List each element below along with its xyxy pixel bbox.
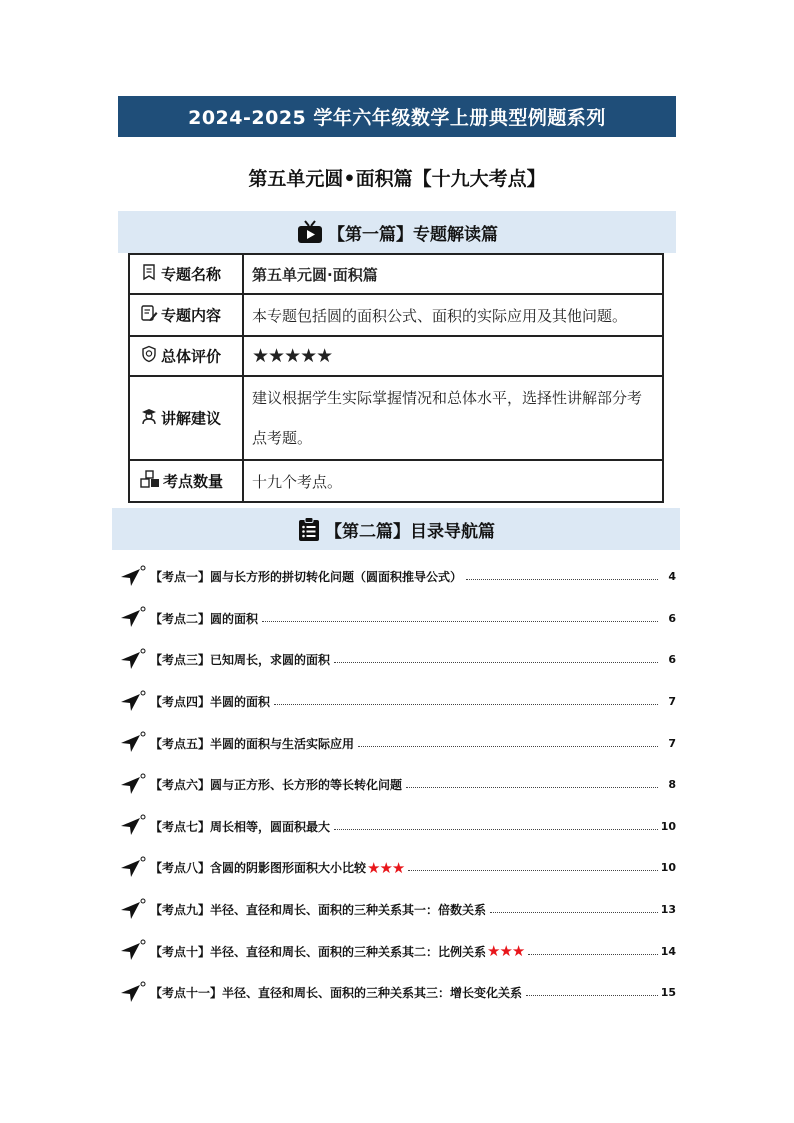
section-header-1: [118, 211, 676, 253]
row-key-label: 总体评价: [161, 347, 222, 366]
table-row: [129, 336, 663, 376]
toc-item[interactable]: [118, 764, 676, 806]
toc-page-number: 10: [660, 861, 676, 875]
navigation-arrow-icon: [118, 565, 146, 589]
toc-page-number: 7: [668, 695, 676, 709]
leader-dots: [408, 870, 658, 871]
section-title: 【第二篇】目录导航篇: [325, 521, 495, 542]
toc-page-number: 6: [668, 611, 676, 625]
toc-page-number: 15: [660, 986, 676, 1000]
section-header-2: [112, 508, 680, 550]
leader-dots: [358, 746, 658, 747]
blocks-icon: [140, 470, 160, 492]
navigation-arrow-icon: [118, 690, 146, 714]
topic-info-table: [128, 253, 664, 503]
toc-page-number: 4: [668, 570, 676, 584]
toc-item-label: 【考点三】已知周长，求圆的面积: [150, 653, 331, 668]
navigation-arrow-icon: [118, 939, 146, 963]
leader-dots: [466, 579, 658, 580]
toc-item-label: 【考点五】半圆的面积与生活实际应用: [150, 736, 355, 751]
navigation-arrow-icon: [118, 773, 146, 797]
leader-dots: [334, 662, 658, 663]
leader-dots: [262, 621, 658, 622]
rating-stars: ★★★★★: [243, 336, 663, 376]
leader-dots: [526, 995, 658, 996]
toc-item[interactable]: [118, 639, 676, 681]
toc-page-number: 7: [668, 736, 676, 750]
toc-page-number: 14: [660, 944, 676, 958]
toc-item-label: 【考点一】圆与长方形的拼切转化问题（圆面积推导公式）: [150, 570, 463, 585]
toc-page-number: 13: [660, 903, 676, 917]
difficulty-stars: ★★★: [367, 858, 405, 877]
toc-page-number: 6: [668, 653, 676, 667]
row-key-cell: [129, 294, 243, 336]
toc-item-label: 【考点六】圆与正方形、长方形的等长转化问题: [150, 778, 403, 793]
table-row: [129, 294, 663, 336]
toc-item-label: 【考点四】半圆的面积: [150, 695, 271, 710]
toc-item[interactable]: [118, 847, 676, 889]
toc-item-label: 【考点二】圆的面积: [150, 611, 259, 626]
toc-item[interactable]: [118, 598, 676, 640]
navigation-arrow-icon: [118, 856, 146, 880]
table-row: [129, 254, 663, 294]
navigation-arrow-icon: [118, 898, 146, 922]
row-key-label: 讲解建议: [161, 409, 222, 428]
leader-dots: [406, 787, 658, 788]
navigation-arrow-icon: [118, 648, 146, 672]
toc-item-label: 【考点九】半径、直径和周长、面积的三种关系其一：倍数关系: [150, 903, 487, 918]
navigation-arrow-icon: [118, 814, 146, 838]
row-value: 本专题包括圆的面积公式、面积的实际应用及其他问题。: [243, 294, 663, 336]
row-value: 十九个考点。: [243, 460, 663, 502]
toc-item[interactable]: [118, 806, 676, 848]
navigation-arrow-icon: [118, 731, 146, 755]
toc-item-label: 【考点八】含圆的阴影图形面积大小比较: [150, 861, 367, 876]
table-of-contents: [118, 556, 676, 1014]
toc-item[interactable]: [118, 556, 676, 598]
teacher-icon: [140, 407, 158, 429]
row-value: 建议根据学生实际掌握情况和总体水平，选择性讲解部分考点考题。: [243, 376, 663, 460]
row-key-label: 考点数量: [163, 472, 224, 491]
difficulty-stars: ★★★: [487, 942, 525, 961]
toc-item-label: 【考点十】半径、直径和周长、面积的三种关系其二：比例关系: [150, 944, 487, 959]
row-key-cell: [129, 376, 243, 460]
navigation-arrow-icon: [118, 981, 146, 1005]
row-key-label: 专题内容: [161, 306, 222, 325]
toc-item-label: 【考点七】周长相等，圆面积最大: [150, 819, 331, 834]
toc-item[interactable]: [118, 722, 676, 764]
table-row: [129, 460, 663, 502]
leader-dots: [334, 829, 658, 830]
document-banner: 2024-2025 学年六年级数学上册典型例题系列: [118, 96, 676, 137]
badge-icon: [140, 345, 158, 367]
leader-dots: [274, 704, 658, 705]
notepad-pen-icon: [140, 304, 158, 326]
toc-item[interactable]: [118, 681, 676, 723]
row-key-cell: [129, 254, 243, 294]
row-value: 第五单元圆·面积篇: [243, 254, 663, 294]
bookmark-icon: [140, 263, 158, 285]
leader-dots: [528, 954, 658, 955]
toc-item[interactable]: [118, 972, 676, 1014]
row-key-cell: [129, 460, 243, 502]
navigation-arrow-icon: [118, 606, 146, 630]
toc-page-number: 8: [668, 778, 676, 792]
toc-item-label: 【考点十一】半径、直径和周长、面积的三种关系其三：增长变化关系: [150, 986, 523, 1001]
toc-item[interactable]: [118, 889, 676, 931]
tv-play-icon: [296, 219, 324, 245]
row-key-cell: [129, 336, 243, 376]
toc-page-number: 10: [660, 819, 676, 833]
row-key-label: 专题名称: [161, 265, 222, 284]
section-title: 【第一篇】专题解读篇: [328, 224, 498, 245]
table-row: [129, 376, 663, 460]
document-subtitle: 第五单元圆•面积篇【十九大考点】: [248, 167, 546, 190]
toc-item[interactable]: [118, 930, 676, 972]
leader-dots: [490, 912, 658, 913]
clipboard-list-icon: [297, 516, 321, 542]
